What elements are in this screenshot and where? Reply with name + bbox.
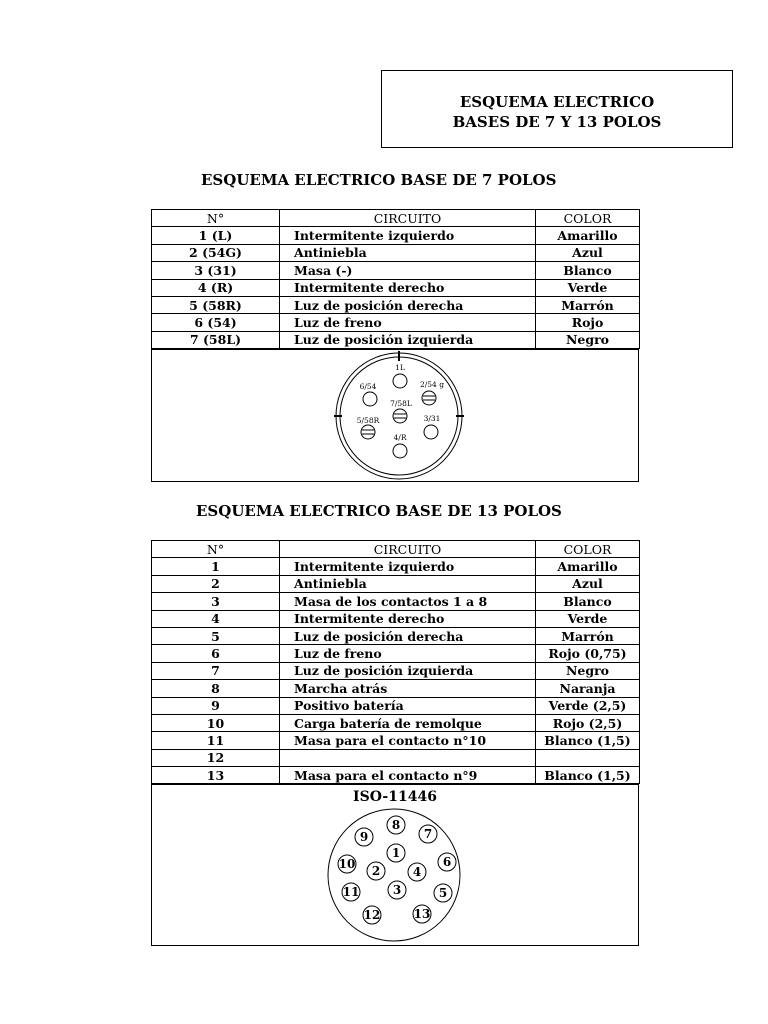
wire-color: Verde <box>536 610 640 627</box>
circuit-name: Luz de posición derecha <box>280 296 536 313</box>
iso-standard-label: ISO-11446 <box>353 789 437 805</box>
thirteen-pole-table <box>151 540 640 784</box>
table-row <box>152 697 640 714</box>
table-row <box>152 627 640 644</box>
pin-number: 5 (58R) <box>152 296 280 313</box>
table-row <box>152 767 640 784</box>
wire-color: Naranja <box>536 680 640 697</box>
pin-8-label: 8 <box>391 818 401 832</box>
pin-7-label: 7 <box>423 827 433 841</box>
wire-color: Blanco <box>536 262 640 279</box>
circuit-name: Luz de freno <box>280 314 536 331</box>
circuit-name: Antiniebla <box>280 244 536 261</box>
table-row <box>152 645 640 662</box>
pin-6-label: 6 <box>442 855 452 869</box>
circuit-name: Antiniebla <box>280 575 536 592</box>
seven-pole-title: ESQUEMA ELECTRICO BASE DE 7 POLOS <box>201 171 557 189</box>
wire-color: Blanco <box>536 593 640 610</box>
table-row <box>152 662 640 679</box>
circuit-name: Marcha atrás <box>280 680 536 697</box>
pin-2-label: 2 <box>371 864 381 878</box>
pin-number: 1 <box>152 558 280 575</box>
pin-number: 2 <box>152 575 280 592</box>
pin-number: 9 <box>152 697 280 714</box>
column-header-color: COLOR <box>536 210 640 227</box>
pin-number: 3 (31) <box>152 262 280 279</box>
pin-number: 3 <box>152 593 280 610</box>
pin-number: 4 <box>152 610 280 627</box>
thirteen-pole-diagram-box <box>151 784 639 946</box>
pin-2-socket <box>422 391 436 405</box>
pin-4-socket <box>393 444 407 458</box>
document-title-line1: ESQUEMA ELECTRICO <box>459 93 655 111</box>
pin-number: 8 <box>152 680 280 697</box>
pin-number: 6 <box>152 645 280 662</box>
document-title-box <box>381 70 733 148</box>
pin-number: 5 <box>152 627 280 644</box>
wire-color: Blanco (1,5) <box>536 767 640 784</box>
table-row <box>152 227 640 244</box>
wire-color: Rojo (2,5) <box>536 714 640 731</box>
table-row <box>152 279 640 296</box>
circuit-name: Intermitente izquierdo <box>280 227 536 244</box>
seven-pole-connector-diagram <box>152 350 638 481</box>
table-header-row <box>152 210 640 227</box>
table-row <box>152 575 640 592</box>
pin-4-label: 4/R <box>393 433 407 442</box>
table-row <box>152 749 640 766</box>
table-row <box>152 296 640 313</box>
table-row <box>152 314 640 331</box>
pin-12-label: 12 <box>363 908 381 922</box>
wire-color: Azul <box>536 575 640 592</box>
pin-number: 7 <box>152 662 280 679</box>
column-header-circuit: CIRCUITO <box>280 541 536 558</box>
pin-number: 11 <box>152 732 280 749</box>
circuit-name: Masa para el contacto n°9 <box>280 767 536 784</box>
pin-number: 13 <box>152 767 280 784</box>
document-title-line2: BASES DE 7 Y 13 POLOS <box>452 113 662 131</box>
table-row <box>152 244 640 261</box>
table-header-row <box>152 541 640 558</box>
pin-number: 10 <box>152 714 280 731</box>
pin-5-socket <box>361 425 375 439</box>
pin-6-label: 6/54 <box>359 382 377 391</box>
table-row <box>152 680 640 697</box>
wire-color: Amarillo <box>536 558 640 575</box>
pin-5-label: 5/58R <box>356 416 380 425</box>
circuit-name <box>280 749 536 766</box>
pin-number: 7 (58L) <box>152 331 280 348</box>
pin-4-label: 4 <box>412 865 422 879</box>
circuit-name: Luz de posición izquierda <box>280 331 536 348</box>
circuit-name: Luz de posición izquierda <box>280 662 536 679</box>
wire-color: Negro <box>536 662 640 679</box>
circuit-name: Intermitente derecho <box>280 610 536 627</box>
pin-number: 2 (54G) <box>152 244 280 261</box>
circuit-name: Masa de los contactos 1 a 8 <box>280 593 536 610</box>
thirteen-pole-title: ESQUEMA ELECTRICO BASE DE 13 POLOS <box>196 502 562 520</box>
circuit-name: Intermitente derecho <box>280 279 536 296</box>
table-row <box>152 593 640 610</box>
circuit-name: Masa (-) <box>280 262 536 279</box>
pin-6-socket <box>363 392 377 406</box>
circuit-name: Positivo batería <box>280 697 536 714</box>
pin-3-label: 3/31 <box>423 414 441 423</box>
wire-color: Rojo <box>536 314 640 331</box>
table-row <box>152 732 640 749</box>
table-row <box>152 610 640 627</box>
pin-7-label: 7/58L <box>390 399 412 408</box>
pin-number: 4 (R) <box>152 279 280 296</box>
pin-5-label: 5 <box>438 886 448 900</box>
table-row <box>152 262 640 279</box>
wire-color: Verde (2,5) <box>536 697 640 714</box>
pin-number: 6 (54) <box>152 314 280 331</box>
seven-pole-diagram-box <box>151 349 639 482</box>
pin-1-label: 1 <box>391 846 401 860</box>
wire-color: Amarillo <box>536 227 640 244</box>
circuit-name: Luz de posición derecha <box>280 627 536 644</box>
wire-color: Marrón <box>536 627 640 644</box>
thirteen-pole-connector-diagram <box>152 785 638 945</box>
circuit-name: Luz de freno <box>280 645 536 662</box>
pin-10-label: 10 <box>338 857 356 871</box>
pin-11-label: 11 <box>342 885 360 899</box>
pin-7-socket <box>393 409 407 423</box>
column-header-number: N° <box>152 210 280 227</box>
circuit-name: Carga batería de remolque <box>280 714 536 731</box>
seven-pole-table <box>151 209 640 349</box>
table-row <box>152 558 640 575</box>
circuit-name: Masa para el contacto n°10 <box>280 732 536 749</box>
column-header-number: N° <box>152 541 280 558</box>
pin-13-label: 13 <box>413 907 431 921</box>
wire-color: Verde <box>536 279 640 296</box>
pin-number: 1 (L) <box>152 227 280 244</box>
wire-color: Azul <box>536 244 640 261</box>
column-header-circuit: CIRCUITO <box>280 210 536 227</box>
wire-color: Negro <box>536 331 640 348</box>
pin-9-label: 9 <box>359 830 369 844</box>
wire-color <box>536 749 640 766</box>
wire-color: Blanco (1,5) <box>536 732 640 749</box>
pin-1-socket <box>393 374 407 388</box>
wire-color: Marrón <box>536 296 640 313</box>
pin-3-label: 3 <box>392 883 402 897</box>
pin-number: 12 <box>152 749 280 766</box>
wire-color: Rojo (0,75) <box>536 645 640 662</box>
table-row <box>152 331 640 348</box>
circuit-name: Intermitente izquierdo <box>280 558 536 575</box>
pin-1-label: 1L <box>395 363 405 372</box>
column-header-color: COLOR <box>536 541 640 558</box>
table-row <box>152 714 640 731</box>
pin-2-label: 2/54 g <box>419 380 445 389</box>
pin-3-socket <box>424 425 438 439</box>
